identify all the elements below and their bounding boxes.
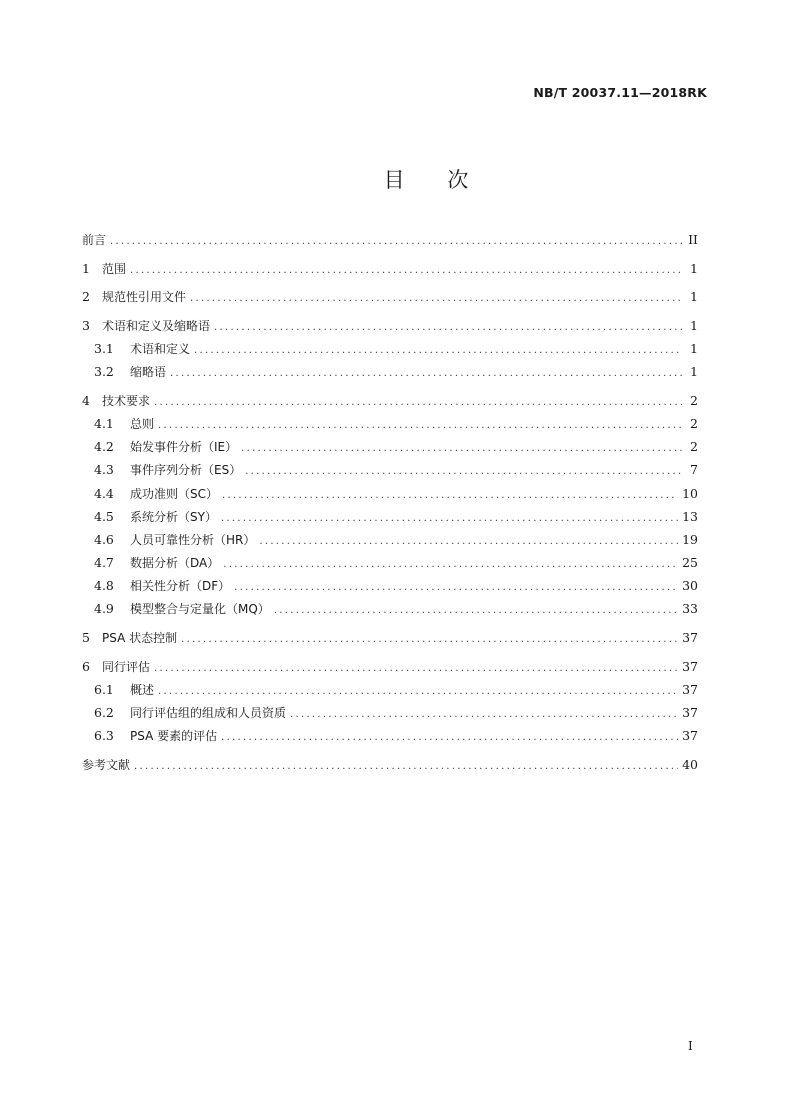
toc-entry-title: 人员可靠性分析（HR） bbox=[130, 532, 256, 547]
toc-dot-leader bbox=[214, 320, 682, 336]
toc-entry[interactable] bbox=[82, 318, 698, 336]
document-code: NB/T 20037.11—2018RK bbox=[533, 85, 707, 100]
toc-entry-title: 范围 bbox=[102, 261, 127, 276]
toc-entry-number: 4.5 bbox=[94, 508, 114, 524]
toc-entry-number: 4.7 bbox=[94, 555, 114, 571]
toc-entry-title: 始发事件分析（IE） bbox=[130, 440, 238, 455]
toc-entry-page: 1 bbox=[690, 289, 698, 305]
toc-dot-leader bbox=[158, 684, 678, 700]
toc-dot-leader bbox=[223, 557, 678, 573]
toc-entry-page: 2 bbox=[690, 415, 698, 431]
toc-entry[interactable] bbox=[82, 682, 698, 700]
toc-entry-page: 1 bbox=[690, 260, 698, 276]
toc-entry-title: PSA 状态控制 bbox=[102, 631, 178, 646]
toc-entry[interactable] bbox=[82, 659, 698, 677]
toc-entry-page: 30 bbox=[682, 578, 698, 594]
toc-entry-number: 6.2 bbox=[94, 705, 114, 720]
toc-dot-leader bbox=[130, 263, 682, 279]
toc-entry-title: PSA 要素的评估 bbox=[130, 729, 218, 744]
toc-entry-title: 同行评估 bbox=[102, 659, 151, 674]
toc-entry[interactable] bbox=[82, 555, 698, 573]
toc-entry[interactable] bbox=[82, 578, 698, 596]
toc-entry-title: 前言 bbox=[82, 233, 107, 247]
toc-dot-leader bbox=[190, 291, 682, 307]
toc-entry-number: 6.1 bbox=[94, 681, 114, 697]
table-of-contents bbox=[82, 232, 698, 775]
toc-entry-number: 4.2 bbox=[94, 439, 114, 455]
footer-page-number: I bbox=[688, 1039, 693, 1053]
toc-entry-title: 参考文献 bbox=[82, 757, 131, 772]
toc-entry-title: 系统分析（SY） bbox=[130, 509, 217, 524]
toc-entry-number: 6 bbox=[82, 658, 90, 674]
toc-dot-leader bbox=[259, 534, 678, 550]
toc-entry-number: 4 bbox=[82, 392, 90, 408]
toc-entry-title: 总则 bbox=[130, 416, 155, 431]
toc-entry[interactable] bbox=[82, 232, 698, 250]
toc-entry[interactable] bbox=[82, 509, 698, 527]
toc-entry-number: 4.4 bbox=[94, 485, 114, 501]
toc-entry-title: 术语和定义及缩略语 bbox=[102, 318, 211, 333]
toc-dot-leader bbox=[158, 418, 682, 434]
toc-entry-page: 1 bbox=[690, 317, 698, 333]
toc-entry-title: 成功准则（SC） bbox=[130, 486, 218, 501]
toc-entry[interactable] bbox=[82, 416, 698, 434]
toc-entry-page: 37 bbox=[682, 681, 698, 697]
toc-entry[interactable] bbox=[82, 261, 698, 279]
toc-dot-leader bbox=[221, 730, 678, 746]
toc-dot-leader bbox=[154, 395, 682, 411]
toc-entry[interactable] bbox=[82, 462, 698, 480]
toc-entry[interactable] bbox=[82, 728, 698, 746]
toc-entry-page: 2 bbox=[690, 439, 698, 455]
toc-entry-page: 25 bbox=[682, 555, 698, 571]
toc-entry-title: 事件序列分析（ES） bbox=[130, 463, 242, 478]
toc-dot-leader bbox=[134, 759, 678, 775]
toc-dot-leader bbox=[194, 343, 682, 359]
toc-entry-title: 技术要求 bbox=[102, 393, 151, 408]
toc-entry-page: 37 bbox=[682, 728, 698, 744]
toc-entry-number: 3.2 bbox=[94, 364, 114, 380]
toc-entry-title: 模型整合与定量化（MQ） bbox=[130, 602, 270, 617]
toc-entry-page: 13 bbox=[682, 508, 698, 524]
toc-entry-page: 19 bbox=[682, 531, 698, 547]
toc-dot-leader bbox=[234, 580, 678, 596]
toc-entry[interactable] bbox=[82, 393, 698, 411]
toc-entry-number: 3.1 bbox=[94, 340, 114, 356]
toc-entry-page: 2 bbox=[690, 392, 698, 408]
toc-entry-page: 33 bbox=[682, 601, 698, 617]
toc-entry[interactable] bbox=[82, 364, 698, 382]
toc-entry-number: 5 bbox=[82, 630, 90, 646]
toc-entry-page: 40 bbox=[682, 756, 698, 772]
toc-dot-leader bbox=[222, 488, 678, 504]
page-title: 目 次 bbox=[383, 168, 487, 192]
toc-entry[interactable] bbox=[82, 439, 698, 457]
toc-entry-title: 规范性引用文件 bbox=[102, 290, 187, 305]
toc-dot-leader bbox=[170, 366, 682, 382]
toc-entry[interactable] bbox=[82, 532, 698, 550]
toc-entry-number: 2 bbox=[82, 289, 90, 305]
toc-entry-title: 同行评估组的组成和人员资质 bbox=[130, 706, 287, 720]
toc-entry[interactable] bbox=[82, 757, 698, 775]
toc-entry-page: 37 bbox=[682, 630, 698, 646]
toc-dot-leader bbox=[181, 632, 678, 648]
toc-entry[interactable] bbox=[82, 289, 698, 307]
toc-dot-leader bbox=[245, 464, 682, 480]
toc-entry-title: 缩略语 bbox=[130, 365, 167, 380]
toc-entry-number: 3 bbox=[82, 317, 90, 333]
toc-entry-title: 概述 bbox=[130, 682, 155, 697]
toc-entry-page: II bbox=[688, 232, 698, 247]
toc-entry-title: 术语和定义 bbox=[130, 341, 191, 356]
toc-entry-number: 4.3 bbox=[94, 462, 114, 478]
toc-entry-page: 7 bbox=[690, 462, 698, 478]
toc-entry-number: 4.8 bbox=[94, 578, 114, 594]
toc-entry-number: 6.3 bbox=[94, 728, 114, 744]
toc-dot-leader bbox=[110, 234, 682, 250]
toc-entry-number: 4.1 bbox=[94, 415, 114, 431]
toc-entry[interactable] bbox=[82, 486, 698, 504]
toc-dot-leader bbox=[154, 661, 678, 677]
toc-dot-leader bbox=[221, 511, 678, 527]
toc-entry-title: 相关性分析（DF） bbox=[130, 579, 231, 594]
toc-entry-page: 1 bbox=[690, 364, 698, 380]
toc-entry-page: 1 bbox=[690, 340, 698, 356]
toc-entry-number: 4.6 bbox=[94, 531, 114, 547]
toc-entry[interactable] bbox=[82, 705, 698, 723]
toc-entry-number: 4.9 bbox=[94, 601, 114, 617]
toc-dot-leader bbox=[290, 707, 678, 723]
toc-entry[interactable] bbox=[82, 341, 698, 359]
toc-entry-page: 37 bbox=[682, 658, 698, 674]
toc-dot-leader bbox=[241, 441, 682, 457]
toc-entry-number: 1 bbox=[82, 260, 90, 276]
toc-entry-title: 数据分析（DA） bbox=[130, 556, 220, 571]
toc-entry[interactable] bbox=[82, 601, 698, 619]
toc-entry[interactable] bbox=[82, 630, 698, 648]
toc-entry-page: 10 bbox=[682, 485, 698, 501]
toc-entry-page: 37 bbox=[682, 705, 698, 720]
toc-dot-leader bbox=[274, 603, 678, 619]
